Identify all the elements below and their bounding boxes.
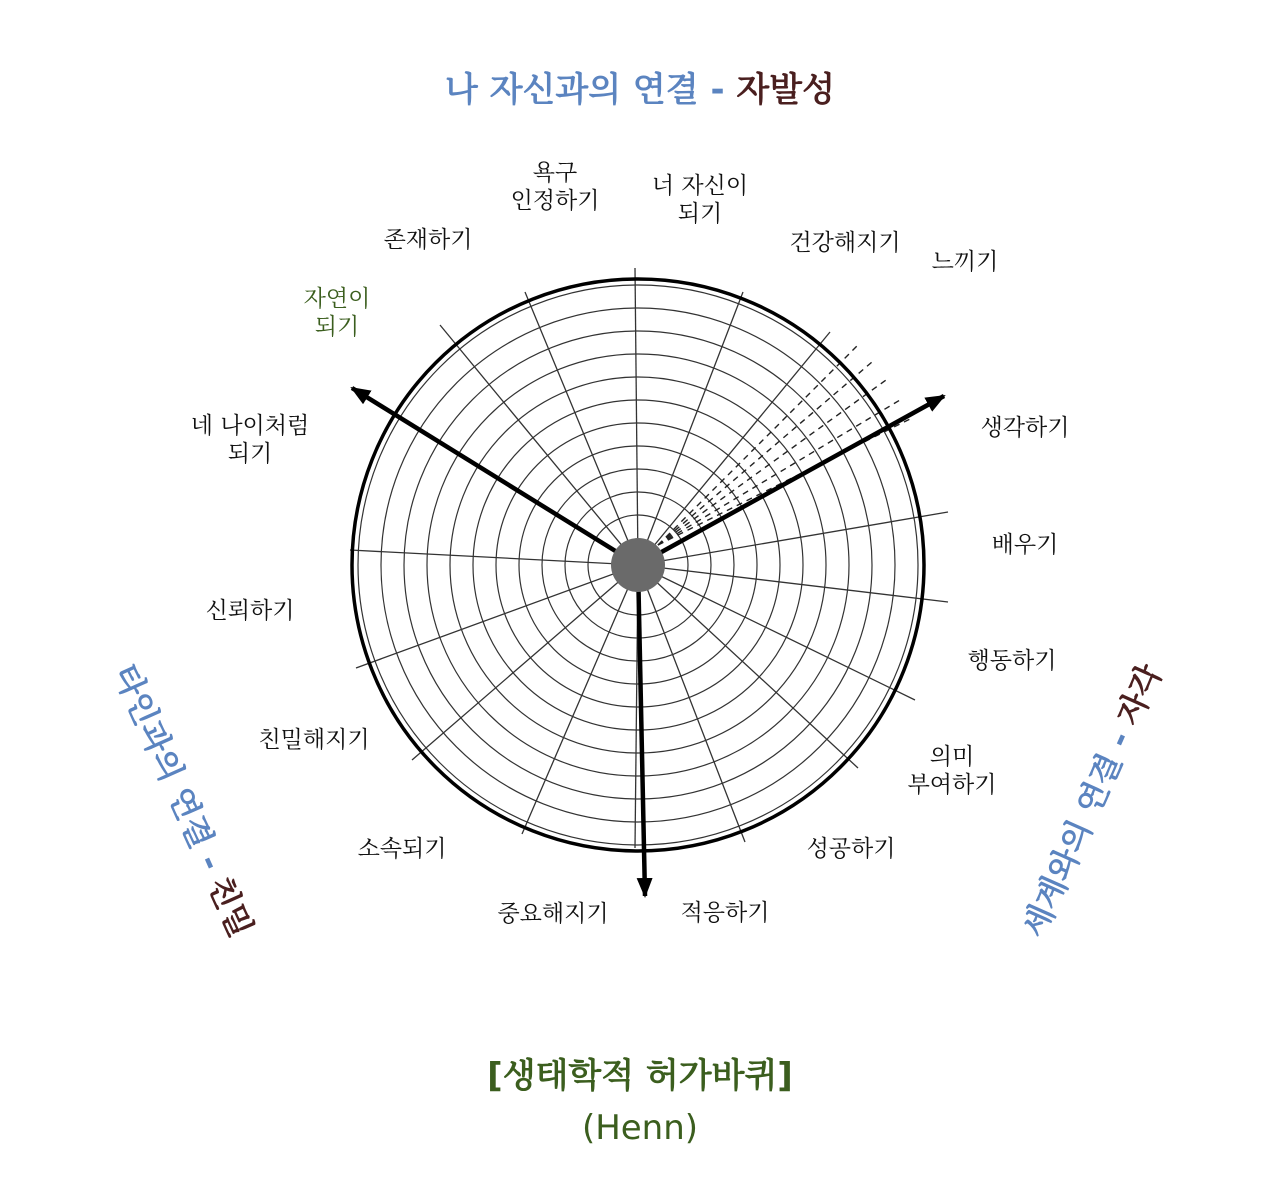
spoke — [350, 550, 638, 565]
label-think: 생각하기 — [980, 415, 1070, 441]
dashed-spoke — [658, 380, 886, 545]
spoke — [638, 565, 745, 842]
spoke — [412, 565, 638, 760]
left-side-main: 타인과의 연결 - — [106, 658, 236, 887]
spoke — [638, 565, 915, 700]
top-title-main: 나 자신과의 연결 - — [445, 70, 737, 110]
label-give-meaning: 의미 부여하기 — [907, 744, 997, 798]
center-hub — [611, 538, 665, 592]
label-be-intimate: 친밀해지기 — [258, 727, 370, 753]
spoke — [638, 565, 858, 768]
label-be-important: 중요해지기 — [497, 901, 609, 927]
dashed-spoke — [658, 345, 858, 545]
caption-title: [생태학적 허가바퀴] — [487, 1056, 793, 1096]
arrow-upper-left — [352, 388, 638, 565]
label-act: 행동하기 — [967, 648, 1057, 674]
spoke — [638, 332, 830, 565]
label-adapt: 적응하기 — [680, 900, 770, 926]
label-be-yourself: 너 자신이 되기 — [651, 173, 749, 227]
right-side-accent: 자각 — [1109, 658, 1169, 731]
left-side-accent: 친밀 — [200, 870, 261, 943]
dashed-spokes — [658, 345, 912, 545]
label-exist: 존재하기 — [383, 227, 473, 253]
label-trust: 신뢰하기 — [205, 598, 295, 624]
label-act-your-age: 네 나이처럼 되기 — [190, 413, 310, 467]
top-title — [0, 62, 1280, 111]
spoke — [638, 292, 743, 565]
spoke — [440, 325, 638, 565]
right-side-main: 세계와의 연결 - — [1014, 715, 1144, 943]
spoke — [522, 565, 638, 834]
label-acknowledge-needs: 욕구 인정하기 — [510, 160, 600, 214]
label-be-nature: 자연이 되기 — [303, 286, 371, 340]
dashed-spoke — [658, 400, 900, 545]
top-title-accent: 자발성 — [736, 70, 835, 110]
label-be-healthy: 건강해지기 — [789, 230, 901, 256]
label-feel: 느끼기 — [931, 249, 999, 275]
label-learn: 배우기 — [991, 532, 1059, 558]
spoke — [635, 268, 638, 565]
label-succeed: 성공하기 — [806, 836, 896, 862]
label-belong: 소속되기 — [357, 836, 447, 862]
spoke — [525, 292, 638, 565]
caption-author: (Henn) — [581, 1108, 699, 1148]
